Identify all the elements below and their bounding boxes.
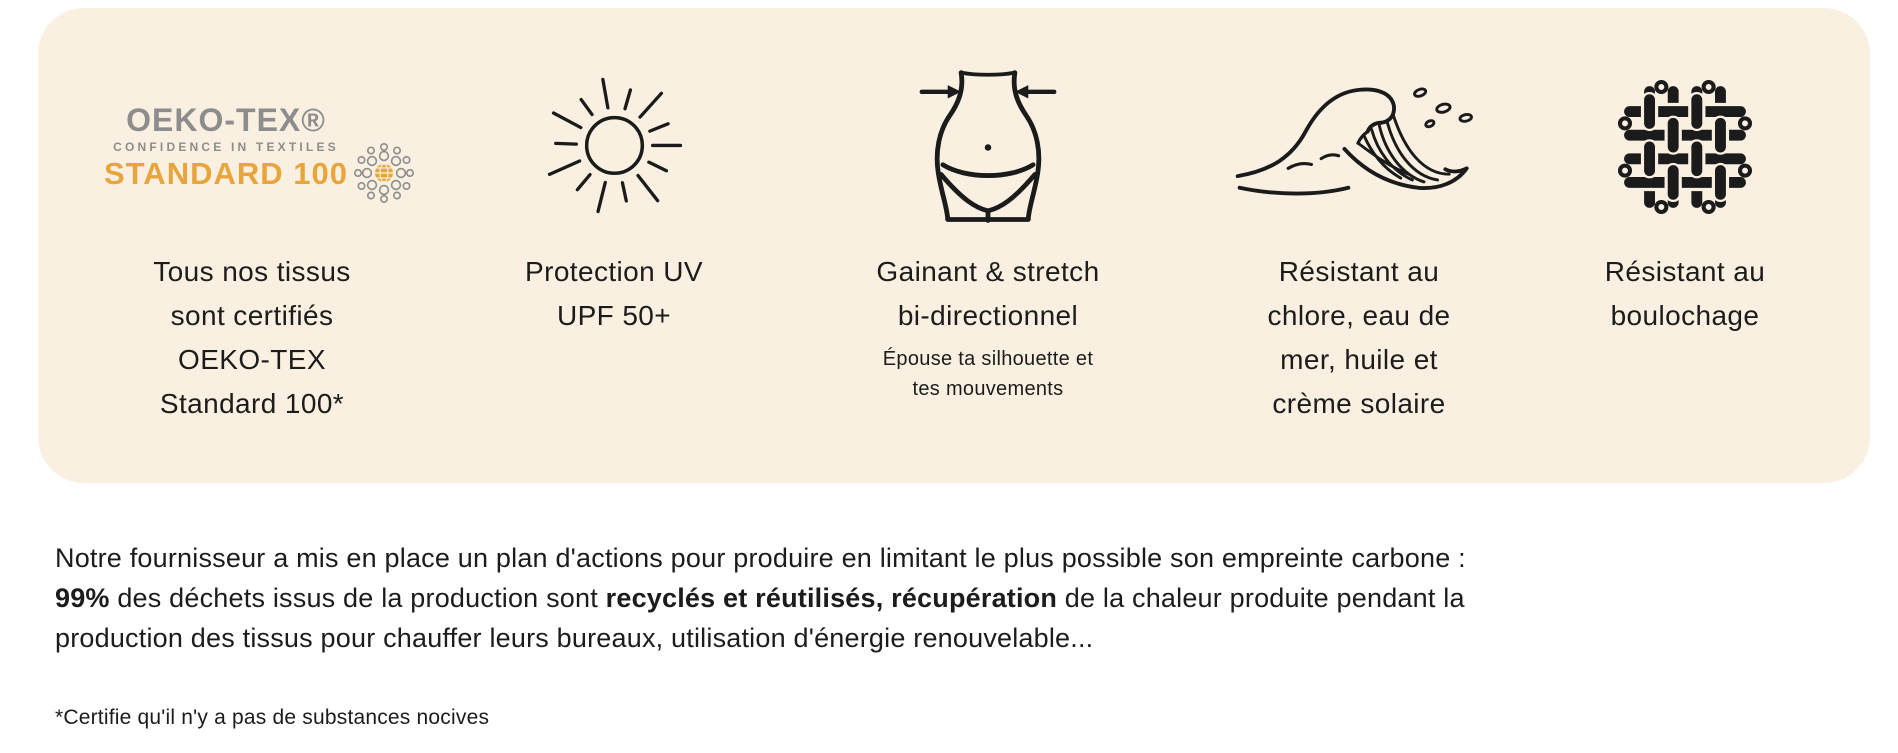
oeko-tex-flower-icon [352, 141, 416, 205]
certification-footnote: *Certifie qu'il n'y a pas de substances nocives [55, 706, 490, 729]
oeko-tex-standard-text: STANDARD 100 [104, 156, 348, 191]
feature-oeko-tex [96, 58, 408, 483]
features-card [38, 8, 1870, 483]
feature-shaping-stretch [820, 58, 1156, 483]
supplier-carbon-paragraph: Notre fournisseur a mis en place un plan d'actions pour produire en limitant le plus possible son empreinte carbone : 99% des déchets issus de la production sont recyclés et réutilisés, récupération de la chaleur produite pendant la production des tissus pour chauffer leurs bureaux, utilisation d'énergie renouvelable... [55, 543, 1466, 653]
oeko-tex-tagline-text: CONFIDENCE IN TEXTILES [113, 140, 339, 154]
oeko-tex-brand-text: OEKO-TEX® [126, 102, 326, 138]
sun-icon [532, 65, 697, 230]
feature-caption: Résistant au boulochage [1604, 256, 1766, 331]
feature-anti-pilling [1562, 58, 1808, 483]
feature-caption: Tous nos tissus sont certifiés OEKO-TEX Standard 100* [153, 256, 351, 419]
feature-caption: Gainant & stretch bi-directionnel [876, 256, 1100, 331]
feature-water-resistant [1228, 58, 1490, 483]
oeko-tex-logo [96, 58, 408, 236]
body-shape-icon [913, 63, 1063, 231]
feature-subcaption: Épouse ta silhouette et tes mouvements [882, 348, 1094, 400]
feature-caption: Résistant au chlore, eau de mer, huile et crème solaire [1267, 256, 1451, 419]
fabric-weave-icon [1615, 77, 1755, 217]
feature-caption: Protection UV UPF 50+ [525, 256, 703, 331]
feature-uv-protection [480, 58, 748, 483]
wave-icon [1228, 79, 1490, 215]
